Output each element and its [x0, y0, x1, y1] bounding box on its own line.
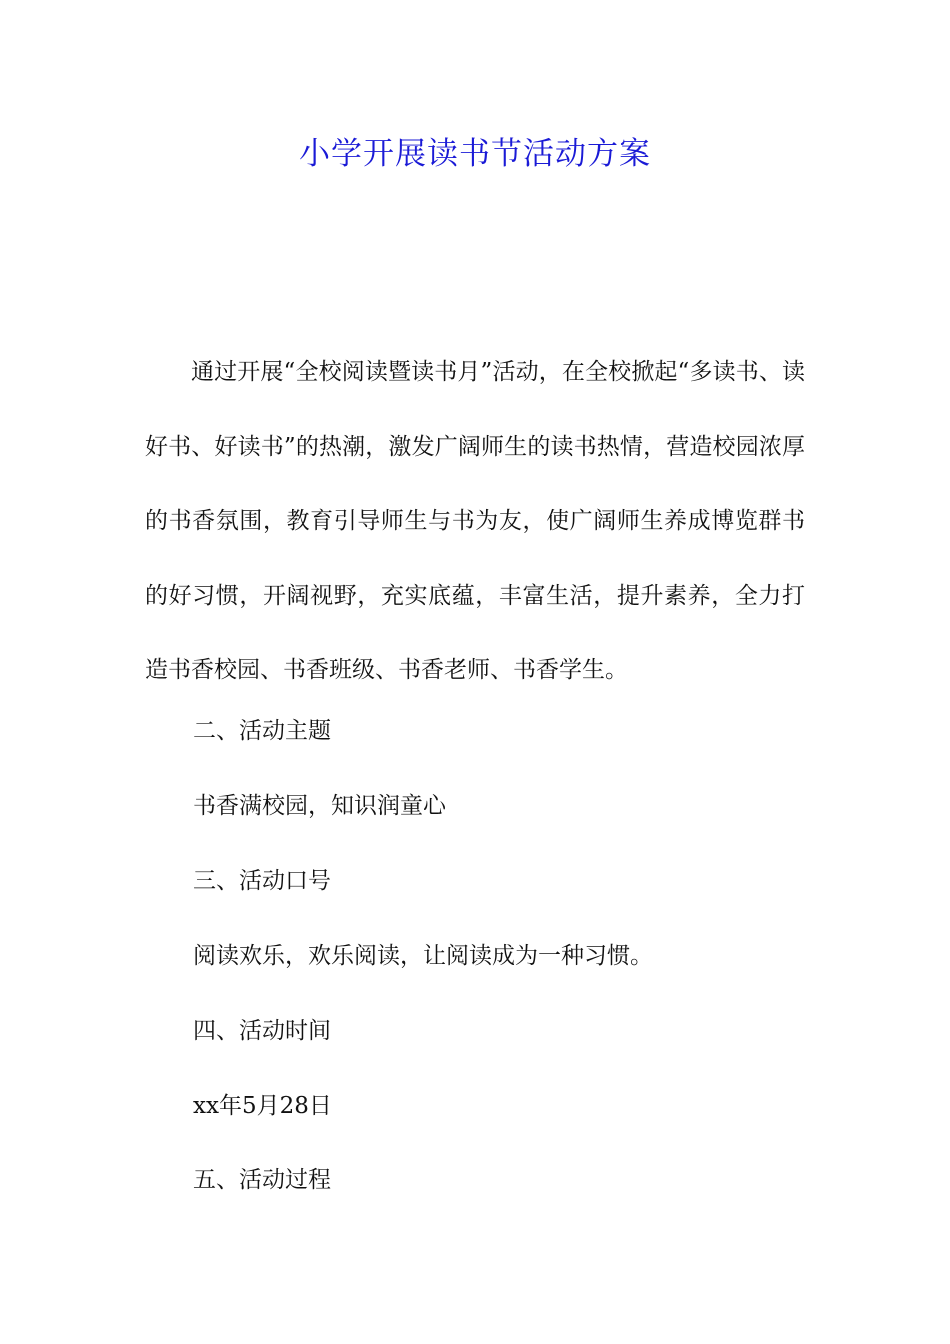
- section-body-slogan: 阅读欢乐，欢乐阅读，让阅读成为一种习惯。: [193, 943, 653, 969]
- section-heading-theme: 二、活动主题: [193, 718, 331, 744]
- document-title: 小学开展读书节活动方案: [299, 136, 651, 172]
- section-body-theme: 书香满校园，知识润童心: [193, 793, 446, 819]
- intro-paragraph: 通过开展“全校阅读暨读书月”活动，在全校掀起“多读书、读好书、好读书”的热潮，激发广阔师生的读书热情，营造校园浓厚的书香氛围，教育引导师生与书为友，使广阔师生养成博览群书的好习惯，开阔视野，充实底蕴，丰富生活，提升素养，全力打造书香校园、书香班级、书香老师、书香学生。: [145, 359, 805, 683]
- section-heading-time: 四、活动时间: [193, 1018, 331, 1044]
- section-heading-slogan: 三、活动口号: [193, 868, 331, 894]
- section-body-time: xx年5月28日: [193, 1093, 332, 1119]
- section-heading-process: 五、活动过程: [193, 1167, 331, 1193]
